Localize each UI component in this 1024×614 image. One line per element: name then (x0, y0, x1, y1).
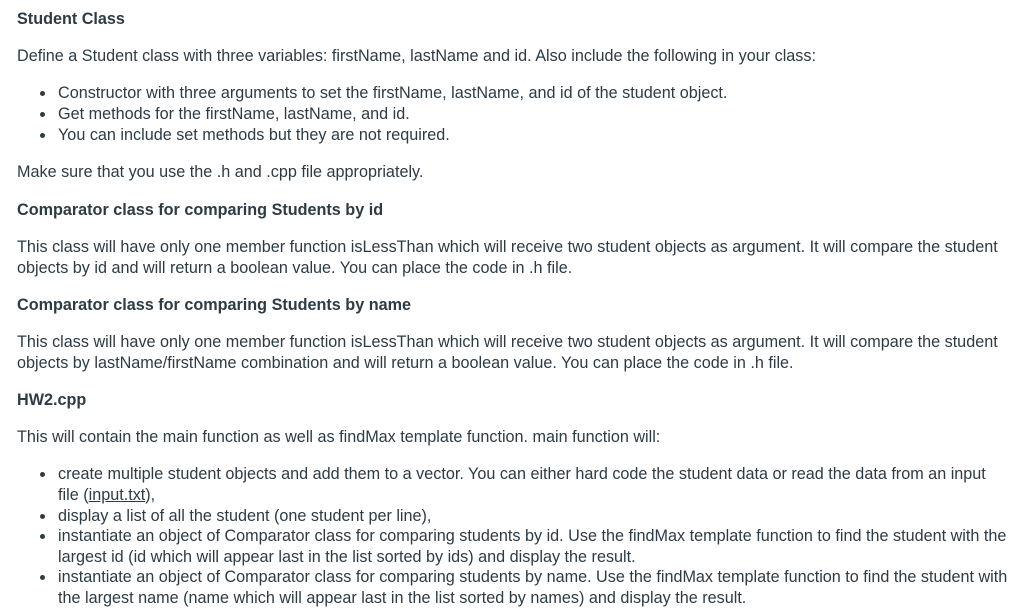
list-item: instantiate an object of Comparator class for comparing students by id. Use the findMax template function to find the student with the largest id (id which will appear last in the list sorted by ids) and display the result. (58, 526, 1010, 567)
comparator-name-heading: Comparator class for comparing Students by name (17, 296, 411, 314)
list-item: instantiate an object of Comparator class for comparing students by name. Use the findMax template function to find the student with the largest name (name which will appear last in the list sorted by names) and display the result. (58, 567, 1010, 608)
student-section (17, 9, 1010, 182)
list-item: display a list of all the student (one student per line), (58, 506, 1010, 527)
student-class-intro: Define a Student class with three variables: firstName, lastName and id. Also include the following in your class: (17, 47, 816, 66)
list-item: Get methods for the firstName, lastName, and id. (58, 104, 1010, 125)
bullet-text: ), (145, 485, 156, 504)
comparator-id-section (17, 200, 1010, 278)
student-class-heading: Student Class (17, 10, 125, 28)
file-usage-note: Make sure that you use the .h and .cpp file appropriately. (17, 162, 424, 181)
student-requirements-list (17, 83, 1010, 145)
input-file-link[interactable]: input.txt (88, 485, 146, 504)
list-item (58, 464, 1010, 505)
hw2-heading: HW2.cpp (17, 391, 87, 409)
comparator-name-section (17, 295, 1010, 373)
hw2-section (17, 390, 1010, 609)
list-item: Constructor with three arguments to set the firstName, lastName, and id of the student object. (58, 83, 1010, 104)
comparator-name-body: This class will have only one member function isLessThan which will receive two student objects as argument. It will compare the student objects by lastName/firstName combination and will return a boolean value. You can place the code in .h file. (17, 333, 998, 372)
list-item: You can include set methods but they are not required. (58, 125, 1010, 146)
comparator-id-heading: Comparator class for comparing Students by id (17, 201, 384, 219)
hw2-intro: This will contain the main function as well as findMax template function. main function will: (17, 428, 661, 447)
comparator-id-body: This class will have only one member function isLessThan which will receive two student objects as argument. It will compare the student objects by id and will return a boolean value. You can place the code in .h file. (17, 238, 998, 277)
hw2-main-tasks-list (17, 464, 1010, 608)
bullet-text: create multiple student objects and add them to a vector. You can either hard code the student data or read the data from an input file ( (58, 465, 986, 504)
